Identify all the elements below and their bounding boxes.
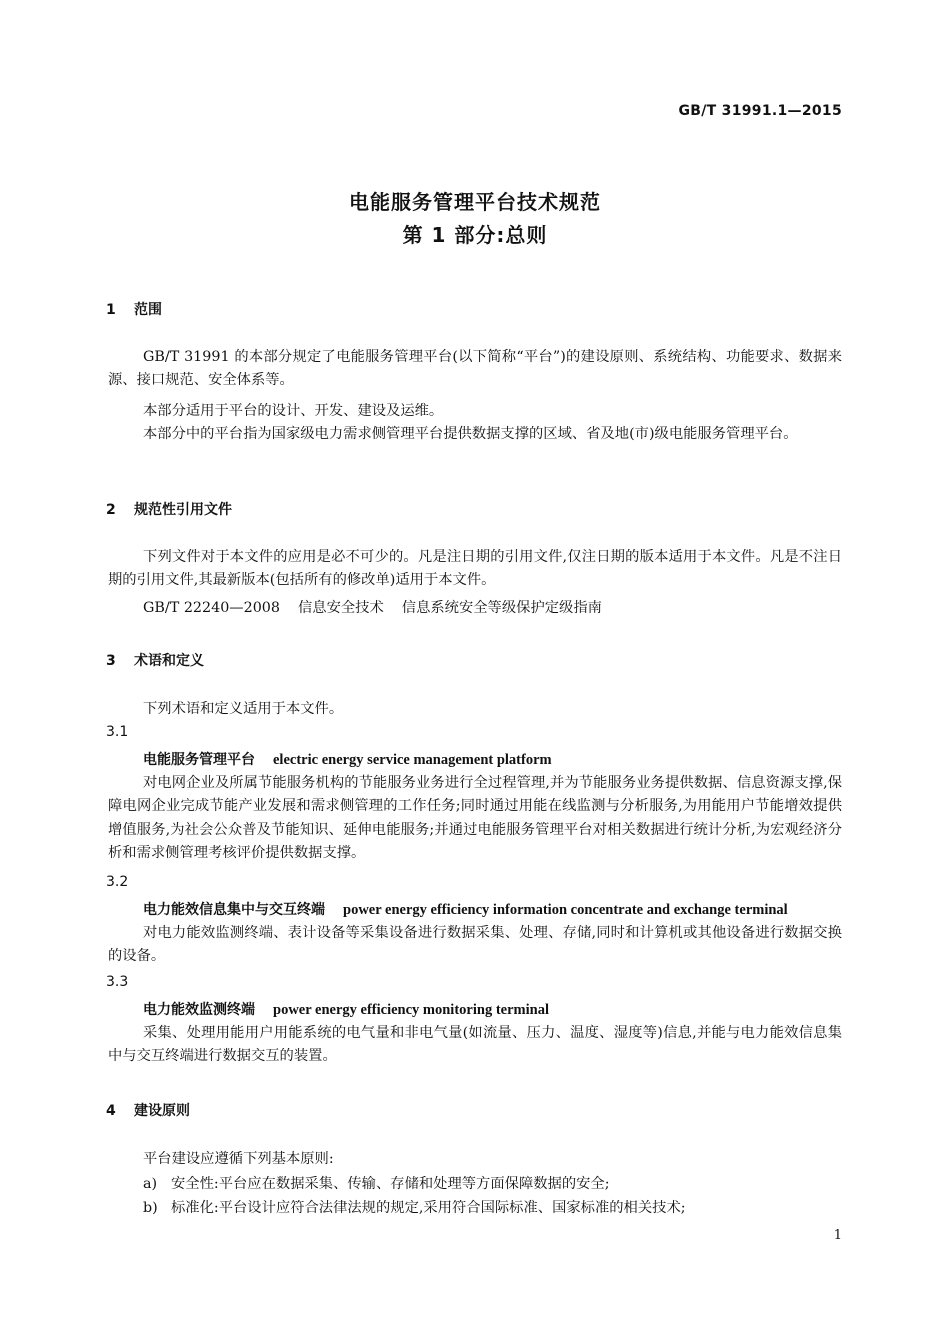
clause-number: 3.2 (106, 874, 129, 890)
clause-number: 3.1 (106, 724, 129, 740)
term-definition: 对电网企业及所属节能服务机构的节能服务业务进行全过程管理,并为节能服务业务提供数据、信息资源支撑,保障电网企业完成节能产业发展和需求侧管理的工作任务;同时通过用能在线监测与分析服务,为用能用户节能增效提供增值服务,为社会公众普及节能知识、延伸电能服务;并通过电能服务管理平台对相关数据进行统计分析,为宏观经济分析和需求侧管理考核评价提供数据支撑。 (108, 775, 842, 862)
section-heading-scope: 1 范围 (106, 302, 162, 318)
paragraph: 本部分中的平台指为国家级电力需求侧管理平台提供数据支撑的区域、省及地(市)级电能服务管理平台。 (143, 426, 798, 442)
term-entry: 电能服务管理平台 electric energy service management platform (143, 752, 552, 768)
clause-number: 3.3 (106, 974, 129, 990)
standard-code: GB/T 31991.1—2015 (678, 103, 842, 119)
section-heading-terms-definitions: 3 术语和定义 (106, 653, 204, 669)
paragraph: 下列术语和定义适用于本文件。 (143, 701, 344, 717)
paragraph: GB/T 31991 的本部分规定了电能服务管理平台(以下简称“平台”)的建设原则、系统结构、功能要求、数据来源、接口规范、安全体系等。 (108, 349, 842, 389)
document-subtitle: 第 1 部分:总则 (402, 223, 548, 247)
page-number: 1 (833, 1228, 842, 1243)
section-heading-normative-references: 2 规范性引用文件 (106, 502, 232, 518)
term-definition: 对电力能效监测终端、表计设备等采集设备进行数据采集、处理、存储,同时和计算机或其他设备进行数据交换的设备。 (108, 925, 842, 965)
paragraph: 本部分适用于平台的设计、开发、建设及运维。 (143, 403, 444, 419)
paragraph: 下列文件对于本文件的应用是必不可少的。凡是注日期的引用文件,仅注日期的版本适用于本文件。凡是不注日期的引用文件,其最新版本(包括所有的修改单)适用于本文件。 (108, 549, 842, 589)
list-item: b) 标准化:平台设计应符合法律法规的规定,采用符合国际标准、国家标准的相关技术; (143, 1200, 686, 1216)
paragraph: 平台建设应遵循下列基本原则: (143, 1151, 334, 1167)
term-definition: 采集、处理用能用户用能系统的电气量和非电气量(如流量、压力、温度、湿度等)信息,并能与电力能效信息集中与交互终端进行数据交互的装置。 (108, 1025, 842, 1065)
list-item: a) 安全性:平台应在数据采集、传输、存储和处理等方面保障数据的安全; (143, 1176, 610, 1192)
term-entry: 电力能效监测终端 power energy efficiency monitoring terminal (143, 1002, 549, 1018)
section-heading-construction-principles: 4 建设原则 (106, 1103, 190, 1119)
term-entry: 电力能效信息集中与交互终端 power energy efficiency information concentrate and exchange terminal (143, 902, 788, 918)
document-title: 电能服务管理平台技术规范 (349, 190, 601, 214)
reference-entry: GB/T 22240—2008 信息安全技术 信息系统安全等级保护定级指南 (143, 600, 602, 616)
